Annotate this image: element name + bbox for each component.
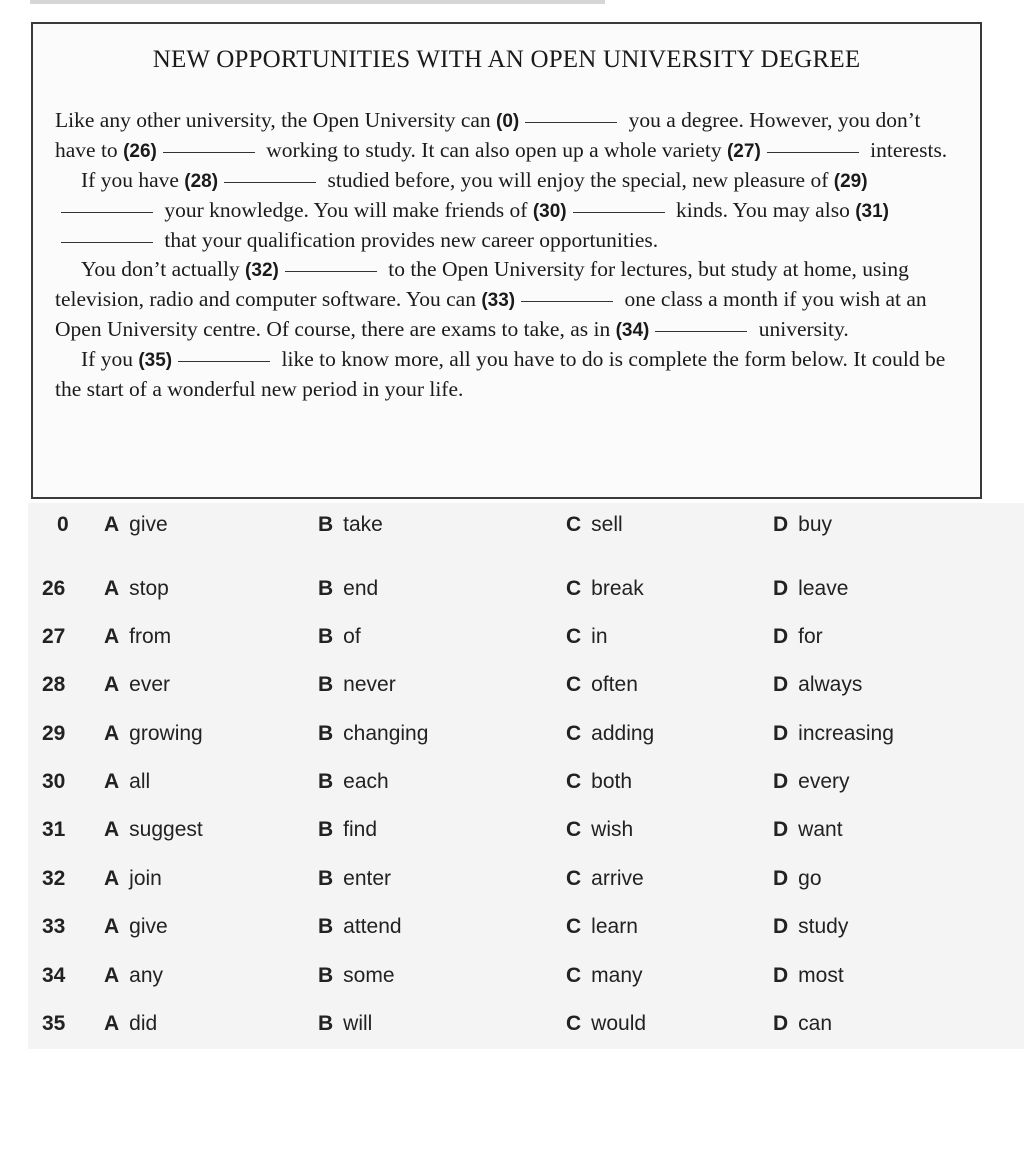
option-word: in (591, 625, 608, 648)
gap-number: (34) (615, 320, 650, 341)
question-row (28, 673, 1024, 703)
question-number: 26 (42, 577, 66, 600)
answer-option-c[interactable] (566, 673, 638, 697)
option-word: any (129, 964, 164, 987)
question-number: 30 (42, 770, 66, 793)
option-word: learn (591, 915, 638, 938)
answer-option-a[interactable] (104, 722, 203, 746)
option-letter: A (104, 673, 120, 696)
option-word: most (798, 964, 844, 987)
answer-option-d[interactable] (773, 513, 832, 537)
option-letter: C (566, 673, 582, 696)
answer-option-a[interactable] (104, 577, 169, 601)
option-letter: C (566, 770, 582, 793)
answer-blank (285, 271, 377, 272)
option-word: suggest (129, 818, 203, 841)
option-word: never (343, 673, 396, 696)
answer-option-d[interactable] (773, 915, 848, 939)
answer-option-c[interactable] (566, 577, 644, 601)
passage-text-segment: If you (81, 347, 139, 371)
option-letter: D (773, 722, 789, 745)
passage-text-segment: studied before, you will enjoy the special, new pleasure of (322, 168, 834, 192)
option-word: end (343, 577, 379, 600)
gap-number: (27) (726, 141, 761, 162)
gap-number: (30) (532, 201, 567, 222)
question-number: 29 (42, 722, 66, 745)
option-letter: C (566, 964, 582, 987)
option-word: both (591, 770, 633, 793)
option-letter: C (566, 867, 582, 890)
option-word: changing (343, 722, 429, 745)
answer-option-b[interactable] (318, 722, 428, 746)
passage-text-segment: kinds. You may also (670, 198, 856, 222)
passage-text (55, 106, 955, 404)
answer-blank (767, 152, 859, 153)
answer-option-d[interactable] (773, 722, 894, 746)
option-letter: D (773, 818, 789, 841)
option-letter: A (104, 577, 120, 600)
answer-option-c[interactable] (566, 513, 623, 537)
answer-option-a[interactable] (104, 770, 150, 794)
answer-option-b[interactable] (318, 770, 389, 794)
option-word: stop (129, 577, 169, 600)
option-letter: D (773, 625, 789, 648)
answer-option-d[interactable] (773, 1012, 832, 1036)
gap-number: (35) (138, 350, 173, 371)
gap-number: (29) (833, 171, 868, 192)
option-letter: A (104, 513, 120, 536)
option-word: all (129, 770, 151, 793)
option-word: every (798, 770, 850, 793)
option-letter: B (318, 818, 334, 841)
option-word: from (129, 625, 172, 648)
gap-number: (32) (245, 260, 279, 281)
answer-blank (521, 301, 613, 302)
option-letter: A (104, 867, 120, 890)
answer-option-d[interactable] (773, 818, 843, 842)
option-word: would (591, 1012, 647, 1035)
answer-option-d[interactable] (773, 577, 848, 601)
question-row (28, 818, 1024, 848)
answer-option-b[interactable] (318, 867, 391, 891)
passage-paragraph (55, 106, 955, 166)
option-letter: A (104, 770, 120, 793)
question-number: 28 (42, 673, 66, 696)
answer-option-a[interactable] (104, 673, 170, 697)
passage-title: NEW OPPORTUNITIES WITH AN OPEN UNIVERSITY DEGREE (152, 46, 861, 73)
option-word: growing (129, 722, 203, 745)
question-number: 0 (57, 513, 69, 536)
option-word: take (343, 513, 383, 536)
option-word: give (129, 513, 168, 536)
option-word: adding (591, 722, 655, 745)
option-word: ever (129, 673, 171, 696)
passage-paragraph (55, 345, 955, 404)
option-letter: D (773, 1012, 789, 1035)
passage-text-segment: interests. (864, 138, 948, 162)
option-word: for (798, 625, 823, 648)
option-letter: A (104, 915, 120, 938)
option-letter: D (773, 770, 789, 793)
option-word: arrive (591, 867, 644, 890)
passage-box (31, 22, 982, 499)
answer-blank (163, 152, 255, 153)
option-word: sell (591, 513, 623, 536)
option-letter: C (566, 915, 582, 938)
answer-option-d[interactable] (773, 770, 850, 794)
question-row (28, 915, 1024, 945)
answer-option-b[interactable] (318, 577, 378, 601)
option-letter: B (318, 770, 334, 793)
question-number: 27 (42, 625, 66, 648)
option-word: many (591, 964, 643, 987)
option-letter: D (773, 513, 789, 536)
option-letter: D (773, 867, 789, 890)
option-letter: C (566, 513, 582, 536)
passage-text-segment: working to study. It can also open up a whole variety (260, 138, 727, 162)
answer-option-c[interactable] (566, 915, 638, 939)
answer-option-c[interactable] (566, 1012, 646, 1036)
option-letter: A (104, 818, 120, 841)
question-number: 32 (42, 867, 66, 890)
answer-blank (525, 122, 617, 123)
option-word: each (343, 770, 389, 793)
question-number: 33 (42, 915, 66, 938)
option-word: often (591, 673, 638, 696)
passage-text-segment: to the Open University for lectures, but study at home, using television, radio and computer software. You can (55, 257, 909, 311)
option-letter: A (104, 964, 120, 987)
option-letter: B (318, 1012, 334, 1035)
passage-text-segment: that your qualification provides new career opportunities. (159, 228, 659, 252)
gap-number: (0) (496, 111, 520, 132)
passage-text-segment: university. (753, 317, 849, 341)
passage-text-segment: you a degree. However, you don’t have to (55, 108, 921, 162)
option-word: join (129, 867, 162, 890)
answer-option-d[interactable] (773, 673, 862, 697)
option-word: some (343, 964, 395, 987)
answer-option-b[interactable] (318, 513, 383, 537)
question-number: 34 (42, 964, 66, 987)
answer-option-b[interactable] (318, 964, 395, 988)
answer-option-d[interactable] (773, 625, 823, 649)
question-row (28, 1012, 1024, 1042)
option-letter: A (104, 625, 120, 648)
answer-option-a[interactable] (104, 915, 168, 939)
option-word: will (343, 1012, 373, 1035)
answer-blank (61, 212, 153, 213)
option-letter: C (566, 1012, 582, 1035)
option-word: of (343, 625, 361, 648)
option-letter: C (566, 625, 582, 648)
option-letter: B (318, 625, 334, 648)
option-letter: C (566, 722, 582, 745)
answer-option-b[interactable] (318, 818, 377, 842)
option-letter: A (104, 722, 120, 745)
answer-option-a[interactable] (104, 625, 171, 649)
question-row (28, 770, 1024, 800)
option-word: want (798, 818, 843, 841)
answer-option-c[interactable] (566, 818, 633, 842)
option-letter: B (318, 915, 334, 938)
answer-option-c[interactable] (566, 722, 654, 746)
gap-number: (31) (855, 201, 889, 222)
answer-option-a[interactable] (104, 964, 163, 988)
options-table (28, 503, 1024, 1049)
answer-option-b[interactable] (318, 673, 396, 697)
passage-text-segment: You don’t actually (81, 257, 246, 281)
option-word: buy (798, 513, 833, 536)
answer-blank (655, 331, 747, 332)
gap-number: (26) (123, 141, 157, 162)
option-word: study (798, 915, 849, 938)
question-number: 31 (42, 818, 66, 841)
option-word: attend (343, 915, 402, 938)
answer-option-c[interactable] (566, 770, 632, 794)
question-row (28, 867, 1024, 897)
passage-text-segment: like to know more, all you have to do is complete the form below. It could be the start of a wonderful new period in your life. (55, 347, 946, 401)
option-word: increasing (798, 722, 894, 745)
option-word: break (591, 577, 644, 600)
option-word: go (798, 867, 822, 890)
answer-option-c[interactable] (566, 964, 643, 988)
answer-option-c[interactable] (566, 867, 644, 891)
option-letter: B (318, 867, 334, 890)
answer-blank (573, 212, 665, 213)
answer-blank (178, 361, 270, 362)
passage-text-segment: Like any other university, the Open University can (55, 108, 497, 132)
option-letter: B (318, 577, 334, 600)
answer-option-b[interactable] (318, 625, 361, 649)
option-letter: D (773, 577, 789, 600)
option-letter: B (318, 673, 334, 696)
passage-paragraph (55, 255, 955, 345)
answer-option-d[interactable] (773, 964, 844, 988)
answer-option-b[interactable] (318, 1012, 372, 1036)
question-row (28, 513, 1024, 543)
question-number: 35 (42, 1012, 66, 1035)
passage-paragraph (55, 166, 955, 255)
top-divider (30, 0, 605, 4)
question-row (28, 577, 1024, 607)
question-row (28, 964, 1024, 994)
option-letter: B (318, 964, 334, 987)
answer-option-a[interactable] (104, 1012, 157, 1036)
passage-text-segment: If you have (81, 168, 185, 192)
question-row (28, 722, 1024, 752)
passage-text-segment: your knowledge. You will make friends of (159, 198, 533, 222)
option-word: enter (343, 867, 392, 890)
option-letter: A (104, 1012, 120, 1035)
answer-option-b[interactable] (318, 915, 402, 939)
answer-option-d[interactable] (773, 867, 822, 891)
option-word: find (343, 818, 378, 841)
option-word: did (129, 1012, 158, 1035)
option-letter: C (566, 818, 582, 841)
option-word: leave (798, 577, 849, 600)
option-word: can (798, 1012, 833, 1035)
answer-blank (61, 242, 153, 243)
gap-number: (28) (184, 171, 219, 192)
option-word: always (798, 673, 863, 696)
option-letter: D (773, 915, 789, 938)
answer-option-a[interactable] (104, 513, 168, 537)
option-word: give (129, 915, 168, 938)
gap-number: (33) (481, 290, 516, 311)
option-letter: D (773, 673, 789, 696)
option-word: wish (591, 818, 634, 841)
question-row (28, 625, 1024, 655)
option-letter: D (773, 964, 789, 987)
passage-text-segment: one class a month if you wish at an Open University centre. Of course, there are exams to take, as in (55, 287, 927, 341)
answer-option-c[interactable] (566, 625, 608, 649)
answer-option-a[interactable] (104, 818, 203, 842)
option-letter: C (566, 577, 582, 600)
option-letter: B (318, 722, 334, 745)
answer-blank (224, 182, 316, 183)
answer-option-a[interactable] (104, 867, 162, 891)
option-letter: B (318, 513, 334, 536)
